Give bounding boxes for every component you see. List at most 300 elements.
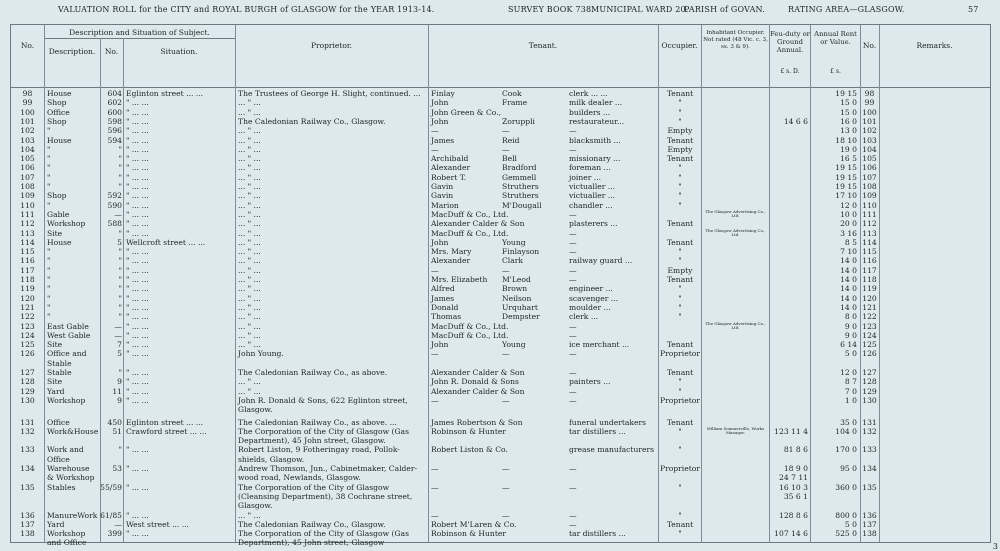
row-no2: 100 <box>862 107 877 117</box>
row-description-cont: Office <box>47 454 70 464</box>
row-description: Shop <box>47 98 67 108</box>
row-number: " <box>118 172 122 182</box>
row-number: 594 <box>107 135 122 145</box>
row-annual-value: 14 0 <box>840 275 857 284</box>
table-row <box>11 284 990 293</box>
row-tenant-first: Mrs. Elizabeth <box>431 275 488 284</box>
row-tenant-first: John R. Donald & Sons <box>431 377 519 387</box>
row-proprietor: ... " ... <box>238 275 261 284</box>
row-tenant-occupation: — <box>569 510 577 520</box>
row-tenant-first: MacDuff & Co., Ltd. <box>431 209 509 219</box>
row-situation: " ... ... <box>126 135 149 145</box>
row-no2: 118 <box>862 275 877 284</box>
row-description: " <box>47 265 51 275</box>
corner-mark: 3 <box>992 542 998 551</box>
row-number: 588 <box>107 219 122 229</box>
row-proprietor: The Caledonian Railway Co., as above. ... <box>238 417 397 427</box>
row-tenant-occupation: victualler ... <box>569 182 616 191</box>
roll-table <box>10 24 991 548</box>
row-no: 138 <box>20 529 35 539</box>
row-number: 590 <box>107 200 122 210</box>
row-number: — <box>114 330 122 340</box>
row-number: 592 <box>107 191 122 201</box>
row-proprietor-cont: (Cleansing Department), 38 Cochrane street, <box>238 491 413 501</box>
row-tenant-occupation: tar distillers ... <box>569 529 626 539</box>
table-row <box>11 163 990 172</box>
row-feuduty: 16 10 3 <box>779 482 808 492</box>
row-situation: Wellcroft street ... ... <box>126 237 206 247</box>
row-annual-value: 12 0 <box>840 200 857 210</box>
row-tenant-occupation: — <box>569 237 577 247</box>
table-row <box>11 136 990 145</box>
row-inhabitant: The Glasgow Advertising Co., Ltd. <box>705 227 766 237</box>
row-tenant-last: — <box>502 144 510 154</box>
row-description-cont: and Office <box>47 538 87 548</box>
col-number: No. <box>104 47 119 56</box>
row-number: " <box>118 445 122 455</box>
row-situation: " ... ... <box>126 191 149 201</box>
row-tenant-last: Dempster <box>502 312 540 322</box>
row-feuduty: 18 9 0 <box>783 464 808 473</box>
row-inhabitant: The Glasgow Advertising Co., Ltd. <box>705 208 766 219</box>
row-no: 126 <box>20 349 35 359</box>
row-description: Site <box>47 377 63 387</box>
row-no: 108 <box>20 182 35 191</box>
row-number: 399 <box>107 529 122 539</box>
row-number: " <box>118 182 122 191</box>
row-situation: " ... ... <box>126 219 149 229</box>
survey-book: SURVEY BOOK 738. <box>508 5 595 14</box>
row-number: " <box>118 275 122 284</box>
row-occupier: " <box>678 293 682 303</box>
row-no2: 112 <box>862 219 877 229</box>
municipal-ward: MUNICIPAL WARD 20. <box>591 5 689 14</box>
row-number: " <box>118 312 122 322</box>
table-row <box>11 387 990 396</box>
row-tenant-last: — <box>502 265 510 275</box>
row-tenant-last: Bradford <box>502 163 537 173</box>
row-proprietor: ... " ... <box>238 144 261 154</box>
row-no: 125 <box>20 340 35 350</box>
row-situation: " ... ... <box>126 377 149 387</box>
row-occupier: " <box>678 529 682 539</box>
row-inhabitant: William Sommerville, Works Manager. <box>706 425 765 436</box>
row-description: Site <box>47 228 63 238</box>
row-proprietor-cont: Glasgow. <box>238 405 273 415</box>
row-tenant-first: Robert M'Laren & Co. <box>431 519 517 529</box>
row-tenant-occupation: — <box>569 519 577 529</box>
table-row <box>11 322 990 331</box>
row-situation: " ... ... <box>126 209 149 219</box>
row-proprietor-cont: Department), 45 John street, Glasgow <box>238 538 385 548</box>
row-description: " <box>47 293 51 303</box>
row-proprietor: Robert Liston, 9 Fotheringay road, Pollok- <box>238 445 400 455</box>
row-situation: " ... ... <box>126 247 149 257</box>
row-occupier: " <box>678 256 682 266</box>
row-occupier: " <box>678 116 682 126</box>
row-no2: 107 <box>862 172 877 182</box>
row-tenant-occupation: moulder ... <box>569 302 611 312</box>
table-row <box>11 229 990 238</box>
row-situation: " ... ... <box>126 107 149 117</box>
row-proprietor: ... " ... <box>238 340 261 350</box>
row-annual-value: 16 5 <box>840 154 857 164</box>
row-situation: " ... ... <box>126 510 149 520</box>
row-occupier: Empty <box>667 265 693 275</box>
row-number: " <box>118 256 122 266</box>
col-situation: Situation. <box>160 47 198 56</box>
row-no2: 128 <box>862 377 877 387</box>
row-tenant-occupation: foreman ... <box>569 163 611 173</box>
row-tenant-last: M'Leod <box>502 275 531 284</box>
table-row <box>11 511 990 520</box>
row-occupier: Proprietor <box>660 349 700 359</box>
table-row <box>11 303 990 312</box>
row-no2: 102 <box>862 126 877 136</box>
row-tenant-last: Frame <box>502 98 528 108</box>
row-annual-value: 13 0 <box>840 126 857 136</box>
row-feuduty: 123 11 4 <box>774 426 808 436</box>
row-annual-value: 5 0 <box>844 349 857 359</box>
row-annual-value: 170 0 <box>835 445 857 455</box>
row-description: " <box>47 163 51 173</box>
row-situation: " ... ... <box>126 340 149 350</box>
row-tenant-first: Gavin <box>431 191 454 201</box>
row-annual-value: 360 0 <box>835 482 857 492</box>
row-situation: " ... ... <box>126 126 149 136</box>
row-tenant-first: John <box>431 98 449 108</box>
row-no2: 110 <box>862 200 877 210</box>
row-proprietor: ... " ... <box>238 510 261 520</box>
row-tenant-occupation: — <box>569 349 577 359</box>
row-no: 103 <box>20 135 35 145</box>
row-tenant-last: Brown <box>502 284 528 294</box>
table-row <box>11 266 990 275</box>
row-tenant-first: Thomas <box>431 312 462 322</box>
row-description: East Gable <box>47 321 89 331</box>
row-description: " <box>47 284 51 294</box>
row-no2: 98 <box>864 89 875 98</box>
row-tenant-first: Archibald <box>431 154 469 164</box>
row-proprietor: The Caledonian Railway Co., Glasgow. <box>238 519 386 529</box>
row-proprietor: ... " ... <box>238 182 261 191</box>
parish: PARISH of GOVAN. <box>684 5 765 14</box>
row-feuduty-cont: 24 7 11 <box>779 473 808 483</box>
row-description: Work and <box>47 445 84 455</box>
row-description: House <box>47 135 72 145</box>
row-tenant-occupation: — <box>569 321 577 331</box>
row-no2: 111 <box>862 209 877 219</box>
row-no2: 138 <box>862 529 877 539</box>
row-tenant-last: Clark <box>502 256 523 266</box>
table-row <box>11 173 990 182</box>
row-annual-value: 14 0 <box>840 293 857 303</box>
row-tenant-last: — <box>502 126 510 136</box>
row-annual-value: 14 0 <box>840 256 857 266</box>
col-remarks: Remarks. <box>916 41 953 50</box>
row-tenant-first: Alexander <box>431 256 471 266</box>
row-proprietor: The Trustees of George H. Slight, continued. ... <box>238 89 421 98</box>
row-tenant-occupation: plasterers ... <box>569 219 618 229</box>
col-annual: Annual Rent or Value. <box>814 30 857 46</box>
row-number: 5 <box>117 349 122 359</box>
table-row <box>11 238 990 247</box>
row-annual-value: 19 15 <box>835 89 857 98</box>
page-number: 57 <box>968 5 979 14</box>
row-no: 133 <box>20 445 35 455</box>
row-no2: 105 <box>862 154 877 164</box>
row-proprietor: ... " ... <box>238 237 261 247</box>
row-description: Work&House <box>47 426 99 436</box>
row-annual-value: 8 0 <box>844 312 857 322</box>
row-tenant-occupation: — <box>569 464 577 473</box>
row-annual-value: 95 0 <box>840 464 857 473</box>
row-occupier: " <box>678 302 682 312</box>
table-row <box>11 126 990 135</box>
row-situation: " ... ... <box>126 464 149 473</box>
row-tenant-first: Marion <box>431 200 459 210</box>
row-situation: " ... ... <box>126 116 149 126</box>
row-description: " <box>47 126 51 136</box>
table-row <box>11 182 990 191</box>
row-no: 124 <box>20 330 35 340</box>
row-no2: 122 <box>862 312 877 322</box>
row-tenant-first: — <box>431 265 439 275</box>
row-occupier: " <box>678 182 682 191</box>
row-number: 600 <box>107 107 122 117</box>
row-no2: 130 <box>862 395 877 405</box>
row-no: 137 <box>20 519 35 529</box>
row-no: 112 <box>20 219 35 229</box>
row-proprietor: ... " ... <box>238 247 261 257</box>
row-description: House <box>47 89 72 98</box>
row-situation: " ... ... <box>126 154 149 164</box>
row-tenant-occupation: restaurateur... <box>569 116 625 126</box>
row-annual-value: 8 5 <box>844 237 857 247</box>
row-description: Workshop <box>47 219 86 229</box>
row-no2: 137 <box>862 519 877 529</box>
row-annual-value: 9 0 <box>844 330 857 340</box>
row-no2: 135 <box>862 482 877 492</box>
group-header-divider <box>44 38 235 39</box>
row-no: 111 <box>20 209 35 219</box>
table-row <box>11 89 990 98</box>
table-row <box>11 154 990 163</box>
row-situation: " ... ... <box>126 386 149 396</box>
row-no2: 131 <box>862 417 877 427</box>
row-occupier: Tenant <box>666 519 694 529</box>
row-annual-value: 525 0 <box>835 529 857 539</box>
row-tenant-first: — <box>431 464 439 473</box>
row-tenant-occupation: builders ... <box>569 107 611 117</box>
row-no: 98 <box>22 89 33 98</box>
row-number: 596 <box>107 126 122 136</box>
row-tenant-occupation: grease manufacturers <box>569 445 655 455</box>
row-tenant-last: Finlayson <box>502 247 540 257</box>
row-tenant-first: Robert Liston & Co. <box>431 445 508 455</box>
row-proprietor: ... " ... <box>238 98 261 108</box>
row-no: 123 <box>20 321 35 331</box>
row-tenant-occupation: — <box>569 386 577 396</box>
row-description: Office <box>47 107 70 117</box>
row-tenant-occupation: missionary ... <box>569 154 621 164</box>
row-proprietor-cont: wood road, Newlands, Glasgow. <box>238 473 361 483</box>
row-situation: " ... ... <box>126 265 149 275</box>
row-tenant-occupation: blacksmith ... <box>569 135 621 145</box>
row-situation: " ... ... <box>126 293 149 303</box>
row-no2: 129 <box>862 386 877 396</box>
table-row <box>11 210 990 219</box>
row-tenant-last: Young <box>502 340 526 350</box>
row-description: Yard <box>47 386 65 396</box>
row-occupier: Tenant <box>666 135 694 145</box>
row-no: 128 <box>20 377 35 387</box>
col-inhabitant: Inhabitant Occupier. Not rated (48 Vic. c. 3, ss. 3 & 9). <box>703 30 768 50</box>
row-number: 9 <box>117 395 122 405</box>
row-description: " <box>47 200 51 210</box>
col-no2: No. <box>862 41 877 50</box>
row-proprietor: Andrew Thomson, Jun., Cabinetmaker, Calder- <box>238 464 418 473</box>
table-row <box>11 117 990 126</box>
row-tenant-last: Struthers <box>502 191 539 201</box>
row-feuduty: 81 8 6 <box>783 445 808 455</box>
row-tenant-first: John <box>431 116 449 126</box>
row-situation: " ... ... <box>126 163 149 173</box>
row-occupier: " <box>678 163 682 173</box>
row-number: 5 <box>117 237 122 247</box>
row-number: 53 <box>112 464 122 473</box>
row-annual-value: 6 14 <box>840 340 857 350</box>
row-annual-value: 16 0 <box>840 116 857 126</box>
row-proprietor: ... " ... <box>238 219 261 229</box>
row-tenant-last: Young <box>502 237 526 247</box>
row-annual-value: 19 15 <box>835 172 857 182</box>
table-row <box>11 256 990 265</box>
row-tenant-last: — <box>502 510 510 520</box>
row-proprietor-cont: Glasgow. <box>238 501 273 511</box>
row-proprietor: ... " ... <box>238 312 261 322</box>
row-number: " <box>118 144 122 154</box>
row-tenant-occupation: — <box>569 275 577 284</box>
row-annual-value: 15 0 <box>840 107 857 117</box>
row-no: 115 <box>20 247 35 257</box>
row-number: 602 <box>107 98 122 108</box>
row-no: 110 <box>20 200 35 210</box>
row-feuduty: 107 14 6 <box>774 529 808 539</box>
row-no: 105 <box>20 154 35 164</box>
row-no2: 103 <box>862 135 877 145</box>
row-no: 135 <box>20 482 35 492</box>
row-proprietor: ... " ... <box>238 265 261 275</box>
row-no: 113 <box>20 228 35 238</box>
row-tenant-first: Mrs. Mary <box>431 247 472 257</box>
table-row <box>11 464 990 482</box>
row-annual-value: 14 0 <box>840 284 857 294</box>
row-no2: 133 <box>862 445 877 455</box>
row-no2: 109 <box>862 191 877 201</box>
row-no: 132 <box>20 426 35 436</box>
table-row <box>11 294 990 303</box>
table-row <box>11 191 990 200</box>
row-number: " <box>118 154 122 164</box>
row-proprietor: John Young. <box>238 349 284 359</box>
row-annual-value: 7 0 <box>844 386 857 396</box>
row-tenant-occupation: — <box>569 209 577 219</box>
table-row <box>11 368 990 377</box>
row-tenant-first: James <box>431 135 455 145</box>
row-no: 131 <box>20 417 35 427</box>
row-description: Site <box>47 340 63 350</box>
row-tenant-first: — <box>431 482 439 492</box>
row-annual-value: 3 16 <box>840 228 857 238</box>
row-no: 107 <box>20 172 35 182</box>
row-tenant-first: Alexander Calder & Son <box>431 219 525 229</box>
col-description: Description. <box>48 47 96 56</box>
row-no: 116 <box>20 256 35 266</box>
row-feuduty: 128 8 6 <box>779 510 808 520</box>
row-annual-value: 19 15 <box>835 163 857 173</box>
row-proprietor: ... " ... <box>238 386 261 396</box>
row-tenant-occupation: chandler ... <box>569 200 613 210</box>
row-description: Office and <box>47 349 87 359</box>
row-number: 55/59 <box>100 482 122 492</box>
row-proprietor: ... " ... <box>238 191 261 201</box>
row-tenant-last: Bell <box>502 154 517 164</box>
row-occupier: " <box>678 107 682 117</box>
row-tenant-first: MacDuff & Co., Ltd. <box>431 321 509 331</box>
row-no: 104 <box>20 144 35 154</box>
row-tenant-occupation: ice merchant ... <box>569 340 630 350</box>
row-no: 118 <box>20 275 35 284</box>
row-occupier: " <box>678 284 682 294</box>
row-tenant-occupation: — <box>569 228 577 238</box>
row-proprietor: ... " ... <box>238 135 261 145</box>
row-description: Workshop <box>47 529 86 539</box>
row-no2: 114 <box>862 237 877 247</box>
table-row <box>11 349 990 367</box>
row-annual-value: 800 0 <box>835 510 857 520</box>
row-description: " <box>47 144 51 154</box>
row-situation: " ... ... <box>126 144 149 154</box>
row-situation: " ... ... <box>126 321 149 331</box>
row-no: 101 <box>20 116 35 126</box>
row-tenant-first: — <box>431 395 439 405</box>
row-description-cont: & Workshop <box>47 473 95 483</box>
row-tenant-last: — <box>502 349 510 359</box>
row-tenant-last: Urquhart <box>502 302 538 312</box>
row-annual-value: 104 0 <box>835 426 857 436</box>
row-tenant-last: — <box>502 395 510 405</box>
row-description: Stables <box>47 482 76 492</box>
row-occupier: " <box>678 377 682 387</box>
row-no2: 121 <box>862 302 877 312</box>
row-proprietor: ... " ... <box>238 163 261 173</box>
row-no2: 104 <box>862 144 877 154</box>
row-number: — <box>114 321 122 331</box>
table-row <box>11 340 990 349</box>
row-annual-value: 10 0 <box>840 209 857 219</box>
row-tenant-first: Finlay <box>431 89 455 98</box>
row-annual-value: 5 0 <box>844 519 857 529</box>
row-tenant-first: Gavin <box>431 182 454 191</box>
table-row <box>11 418 990 427</box>
row-situation: " ... ... <box>126 445 149 455</box>
row-tenant-first: Robinson & Hunter <box>431 426 506 436</box>
row-annual-value: 35 0 <box>840 417 857 427</box>
row-no2: 127 <box>862 368 877 377</box>
row-annual-value: 8 7 <box>844 377 857 387</box>
row-description: " <box>47 172 51 182</box>
